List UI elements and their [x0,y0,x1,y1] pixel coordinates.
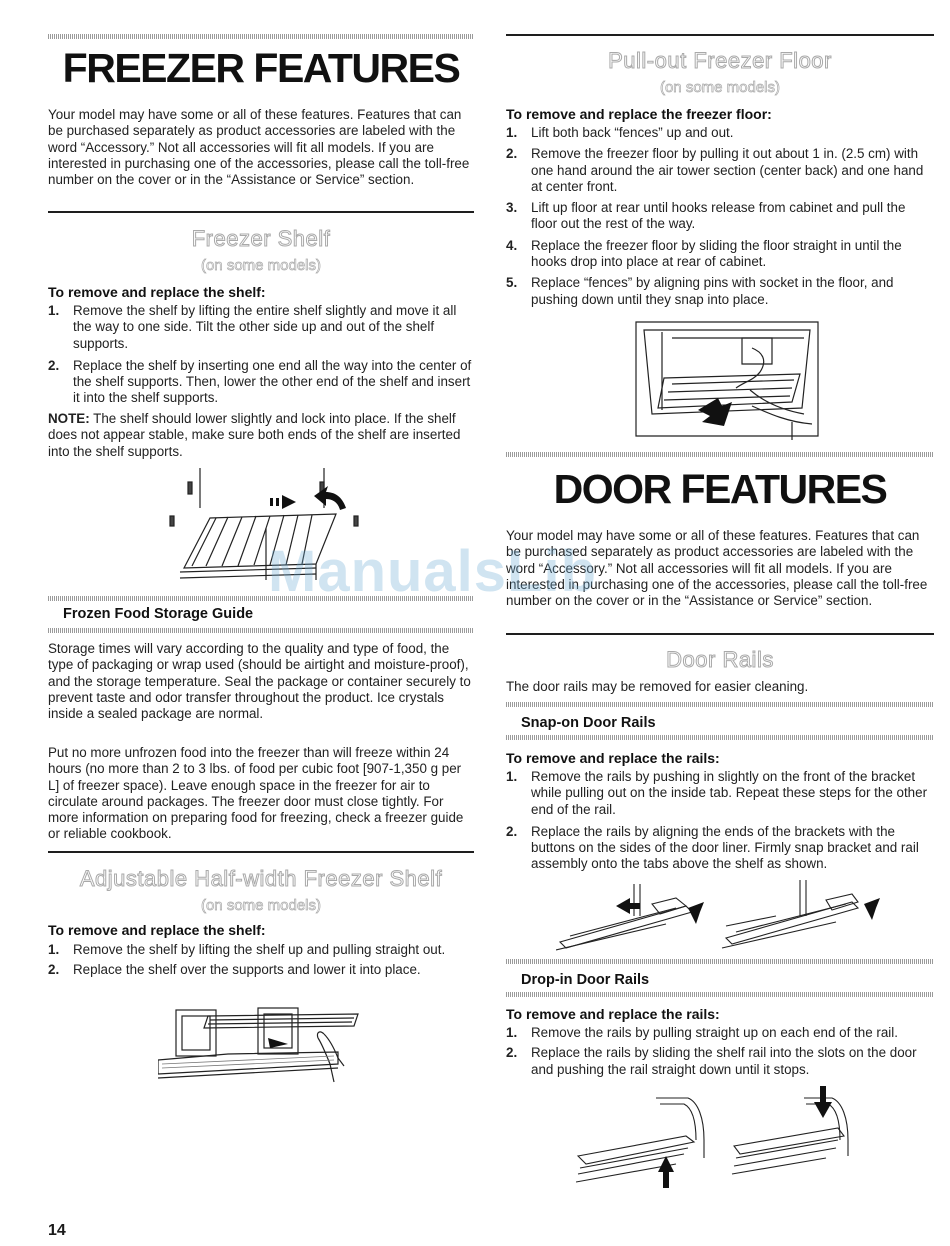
step-item [48,942,474,958]
step-text: Remove the shelf by lifting the entire shelf slightly and move it all the way to one side. Tilt the other side up and out of the shelf supports. [73,303,457,351]
step-number: 1. [48,942,60,957]
step-number: 1. [48,303,60,318]
step-text: Remove the shelf by lifting the shelf up and pulling straight out. [73,942,446,957]
door-features-title: DOOR FEATURES [553,466,887,512]
hatch-divider [48,628,474,633]
half-shelf-steps [48,942,474,979]
step-number: 2. [48,962,60,978]
drop-in-heading: To remove and replace the rails: [506,1006,720,1022]
freezer-shelf-title: Freezer Shelf [191,226,331,251]
step-number: 2. [48,357,60,373]
drop-in-title: Drop-in Door Rails [521,972,650,988]
half-shelf-subtitle: (on some models) [200,897,322,914]
watermark-text: ManualsLib [268,539,598,604]
storage-guide-title: Frozen Food Storage Guide [63,606,254,622]
freezer-shelf-subtitle: (on some models) [200,257,322,274]
step-number: 2. [506,1045,518,1061]
step-text: Replace the shelf by inserting one end all the way into the center of the shelf supports. Then, lower the other end of the shelf and insert it into the shelf supports. [73,357,472,406]
door-rails-title: Door Rails [666,647,774,672]
hatch-divider [48,34,474,39]
step-item [506,125,934,141]
half-shelf-illustration [158,1004,368,1088]
step-item [506,200,934,233]
hatch-divider [506,452,934,457]
pullout-floor-subtitle: (on some models) [659,79,781,96]
freezer-shelf-heading: To remove and replace the shelf: [48,284,266,300]
freezer-intro: Your model may have some or all of these features. Features that can be purchased separately as product accessories are labeled with the word “Accessory.” Not all accessories will fit all models. If you are interested in purchasing one of the accessories, please call the toll-free number on the cover or in the “Assistance or Service” section. [48,107,470,188]
drop-in-steps [506,1025,934,1078]
snap-on-heading: To remove and replace the rails: [506,750,720,766]
step-number: 2. [506,146,518,162]
step-number: 3. [506,200,518,216]
half-shelf-heading: To remove and replace the shelf: [48,922,266,938]
step-text: Remove the rails by pulling straight up on each end of the rail. [531,1025,898,1040]
hatch-divider [506,959,934,964]
step-text: Replace the rails by aligning the ends of the brackets with the buttons on the sides of the door liner. Firmly snap bracket and rail assembly onto the tabs above the shelf as shown. [531,823,919,872]
step-text: Lift up floor at rear until hooks release from cabinet and pull the floor out the rest of the way. [531,200,906,232]
section-rule [48,211,474,213]
step-item [506,146,934,195]
step-text: Lift both back “fences” up and out. [531,125,734,140]
step-item [506,1045,934,1078]
storage-guide-para1: Storage times will vary according to the quality and type of food, the type of packaging or wrap used (should be airtight and moisture-proof), and the storage temperature. Seal the package or container securely to prevent taste and odor transfer throughout the product. Ice crystals inside a sealed package are normal. [48,641,471,722]
step-text: Remove the freezer floor by pulling it out about 1 in. (2.5 cm) with one hand around the air tower section (center back) and one hand at center front. [531,146,924,194]
freezer-features-title: FREEZER FEATURES [62,45,460,91]
door-intro: Your model may have some or all of these features. Features that can be purchased separately as product accessories are labeled with the word “Accessory.” Not all accessories will fit all models. If you are interested in purchasing one of the accessories, please call the toll-free number on the cover or in the “Assistance or Service” section. [506,528,928,609]
drop-in-rails-illustration [576,1084,866,1196]
step-item [506,238,934,271]
step-text: Replace the shelf over the supports and lower it into place. [73,962,421,978]
step-text: Replace the freezer floor by sliding the floor straight in until the hooks drop into place at rear of cabinet. [531,237,902,270]
hatch-divider [506,702,934,707]
page-number: 14 [48,1222,66,1239]
step-number: 5. [506,275,518,291]
pullout-floor-title: Pull-out Freezer Floor [608,48,832,73]
note-text: The shelf should lower slightly and lock into place. If the shelf does not appear stable, make sure both ends of the shelf are inserted into the shelf supports. [48,411,461,459]
step-item [48,303,474,352]
step-number: 1. [506,769,518,784]
step-item [48,962,474,978]
note-label: NOTE: [48,411,90,426]
step-item [506,769,934,818]
section-rule [48,851,474,853]
freezer-shelf-note [48,411,474,460]
section-rule [506,633,934,635]
step-text: Replace “fences” by aligning pins with socket in the floor, and pushing down until they snap into place. [531,275,894,307]
storage-guide-para2: Put no more unfrozen food into the freezer than will freeze within 24 hours (no more than 2 to 3 lbs. of food per cubic foot [907-1,350 g per L] of freezer space). Leave enough space in the freezer for air to circulate around packages. The freezer door must close tightly. For more information on preparing food for freezing, check a freezer guide or reliable cookbook. [48,745,464,842]
door-rails-intro: The door rails may be removed for easier cleaning. [506,679,809,694]
step-item [506,1025,934,1041]
step-number: 1. [506,1025,518,1040]
step-text: Remove the rails by pushing in slightly on the front of the bracket while pulling out on the inside tab. Repeat these steps for the other end of the rail. [531,769,928,817]
step-item [48,358,474,407]
snap-on-rails-illustration [556,876,896,952]
step-number: 1. [506,125,518,140]
section-rule [506,34,934,36]
step-item [506,275,934,308]
step-item [506,824,934,873]
pullout-floor-steps [506,125,934,308]
half-shelf-title: Adjustable Half-width Freezer Shelf [79,866,443,891]
hatch-divider [506,992,934,997]
freezer-shelf-steps [48,303,474,407]
pullout-floor-illustration [632,318,822,442]
snap-on-title: Snap-on Door Rails [521,715,656,731]
snap-on-steps [506,769,934,873]
step-number: 4. [506,237,518,253]
pullout-floor-heading: To remove and replace the freezer floor: [506,106,772,122]
step-number: 2. [506,823,518,839]
hatch-divider [506,735,934,740]
step-text: Replace the rails by sliding the shelf rail into the slots on the door and pushing the rail straight down until it stops. [531,1045,917,1077]
